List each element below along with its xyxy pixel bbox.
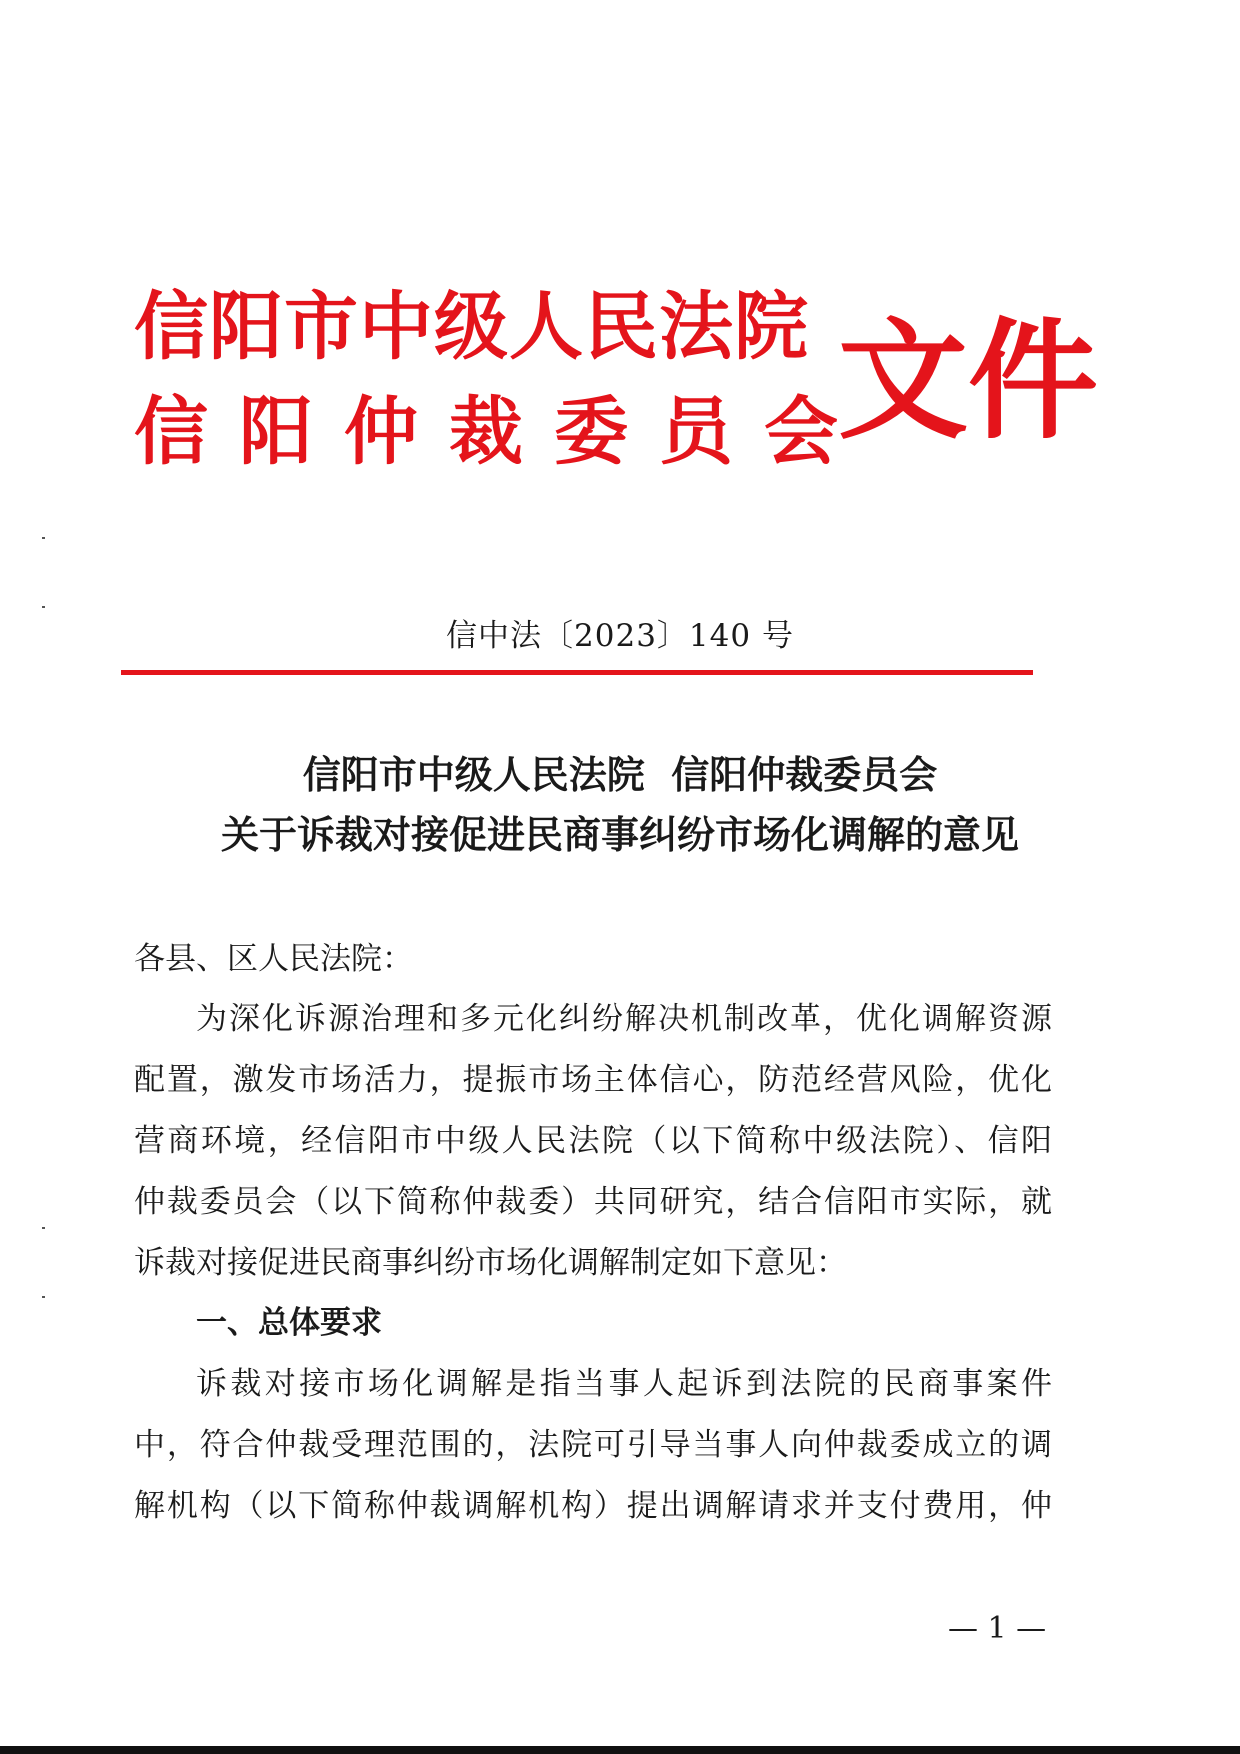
salutation: 各县、区人民法院： bbox=[134, 941, 413, 977]
scan-speck bbox=[42, 537, 45, 539]
document-number: 信中法〔2023〕140 号 bbox=[446, 618, 794, 654]
page-number: — 1 — bbox=[948, 1611, 1047, 1646]
section-heading: 一、总体要求 bbox=[196, 1305, 382, 1341]
scan-speck bbox=[42, 606, 45, 608]
scan-bottom-edge bbox=[0, 1746, 1240, 1754]
body-line: 中，符合仲裁受理范围的，法院可引导当事人向仲裁委成立的调 bbox=[134, 1427, 1052, 1463]
issuing-org-court: 信阳市中级人民法院 bbox=[134, 284, 809, 370]
issuing-org-arbitration: 信阳仲裁委员会 bbox=[134, 389, 869, 475]
scan-speck bbox=[42, 1296, 45, 1298]
document-title-line-1: 信阳市中级人民法院 信阳仲裁委员会 bbox=[302, 752, 938, 797]
body-line: 为深化诉源治理和多元化纠纷解决机制改革，优化调解资源 bbox=[196, 1001, 1052, 1037]
body-line: 解机构（以下简称仲裁调解机构）提出调解请求并支付费用，仲 bbox=[134, 1488, 1052, 1524]
body-line: 配置，激发市场活力，提振市场主体信心，防范经营风险，优化 bbox=[134, 1062, 1052, 1098]
document-type-label: 文件 bbox=[838, 304, 1099, 457]
body-line: 仲裁委员会（以下简称仲裁委）共同研究，结合信阳市实际，就 bbox=[134, 1184, 1052, 1220]
document-title-line-2: 关于诉裁对接促进民商事纠纷市场化调解的意见 bbox=[220, 812, 1019, 857]
body-line: 营商环境，经信阳市中级人民法院（以下简称中级法院）、信阳 bbox=[134, 1123, 1052, 1159]
body-line: 诉裁对接市场化调解是指当事人起诉到法院的民商事案件 bbox=[196, 1366, 1052, 1402]
scan-speck bbox=[42, 1227, 45, 1229]
body-line: 诉裁对接促进民商事纠纷市场化调解制定如下意见： bbox=[134, 1245, 847, 1281]
red-separator-line bbox=[121, 670, 1033, 675]
